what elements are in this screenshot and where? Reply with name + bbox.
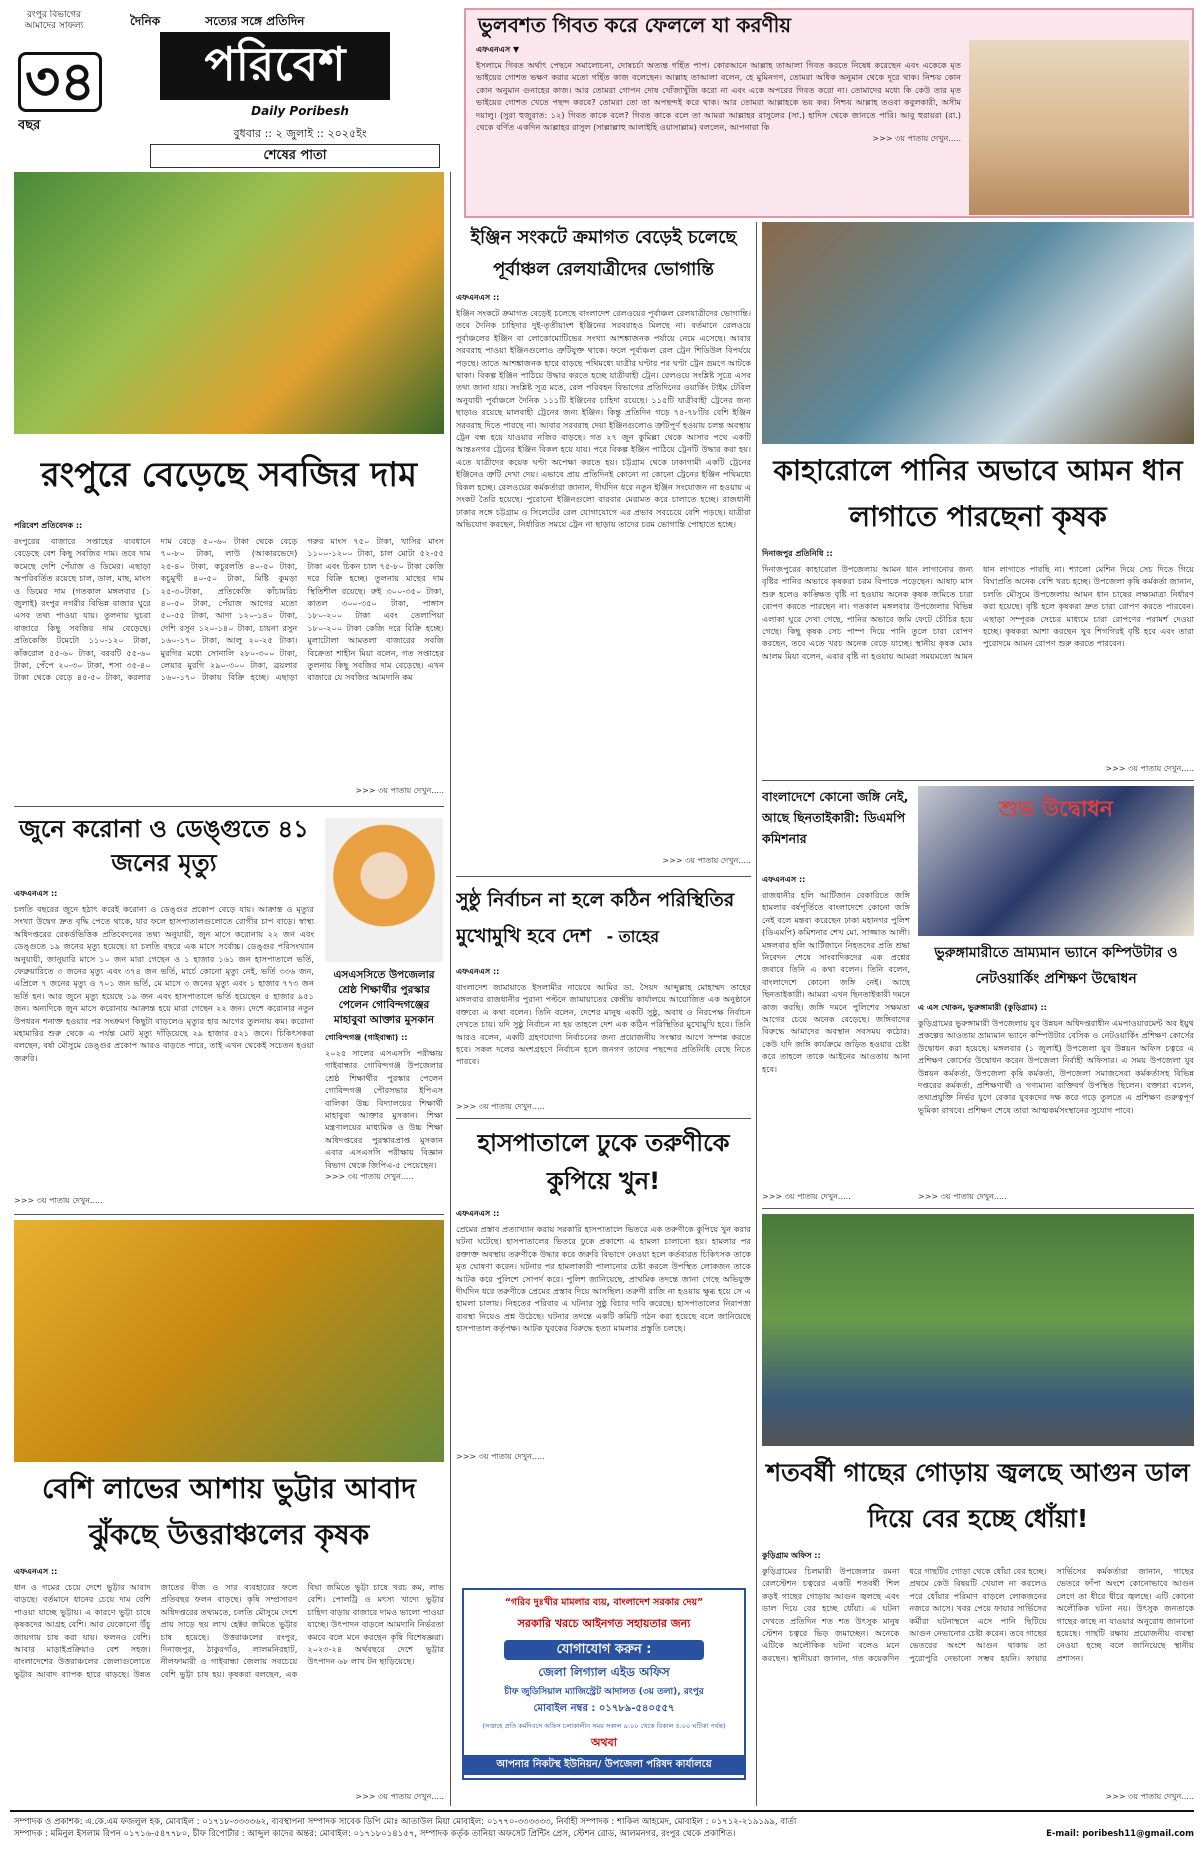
vegetable-more: >>> ৩য় পাতায় দেখুন..... — [355, 786, 444, 795]
rail-title: ইঞ্জিন সংকটে ক্রমাগত বেড়েই চলেছে পূর্বাঞ্চল রেলযাত্রীদের ভোগান্তি — [470, 227, 737, 280]
rail-article — [456, 292, 751, 872]
dmp-more: >>> ৩য় পাতায় দেখুন..... — [762, 1192, 851, 1201]
masthead-slogan: সত্যের সঙ্গে প্রতিদিন — [205, 14, 305, 28]
tree-more: >>> ৩য় পাতায় দেখুন..... — [1105, 1792, 1194, 1801]
rail-body: ইঞ্জিন সংকটে ক্রমাগত বেড়েই চলেছে বাংলাদেশ রেলওয়ের পূর্বাঞ্চল রেলযাত্রীদের ভোগান্তি। তবে দৈনিক চাহিদার দুই-তৃতীয়াংশ ইঞ্জিনের সরবরাহও মিলছে না। বর্তমানে রেলওয়ে পূর্বাঞ্চলের ইঞ্জিন বা লোকোমোটিভের সংখ্যা আশঙ্কাজনক পর্যায়ে নেমে এসেছে। আবার সরবরাহ পাওয়া ইঞ্জিনগুলোও ত্রুটিযুক্ত থাকে। ফলে পূর্বাঞ্চল রেল ট্রেন শিডিউল বিপর্যয়ে পড়ছে। তাতে আশঙ্কাজনক হারে বাড়ছে পথিমধ্যে যাত্রীর ঘণ্টার পর ঘণ্টা ট্রেন ভ্রমণে আটকে থাকা। বিকল্প ইঞ্জিন পাঠিয়ে উদ্ধার করতে হচ্ছে যাত্রীবাহী ট্রেন। রেলওয়ে সংশ্লিষ্ট সূত্রে এসব তথ্য জানা যায়। সংশ্লিষ্ট সূত্র মতে, রেল পরিবহন বিভাগের প্রতিদিনের ওয়ার্কিং টাইম টেবিল অনুযায়ী পূর্বাঞ্চলে দৈনিক ১১১টি ইঞ্জিনের চাহিদা রয়েছে। ১১৫টি যাত্রীবাহী ট্রেনের জন্য ছাড়াও রয়েছে মালবাহী ট্রেনের জন্য ইঞ্জিন। কিন্তু প্রতিদিন গড়ে ৭৫-৭৮টির বেশি ইঞ্জিন সরবরাহ দিতে পারছে না। আবার সরবরাহ দেয়া ইঞ্জিনগুলোও ত্রুটিপূর্ণ হওয়ায় চলন্ত অবস্থায় ট্রেন বন্ধ হয়ে যাওয়ার নজির বাড়ছে। গত ২৭ জুন কুমিল্লা থেকে আসার পথে একটি আন্তঃনগর ট্রেনের ইঞ্জিন বিকল হয়ে যায়। পরে বিকল্প ইঞ্জিন পাঠিয়ে ট্রেনটি উদ্ধার করা হয়। এতে যাত্রীদের কয়েক ঘণ্টা অপেক্ষা করতে হয়। চট্টগ্রাম থেকে ঢাকাগামী একটি ট্রেনের ইঞ্জিনেও ত্রুটি দেখা দেয়। এভাবে প্রায় প্রতিদিনই কোনো না কোনো ট্রেনের ইঞ্জিন পথিমধ্যে বিকল হচ্ছে। রেলওয়ের কর্মকর্তারা জানান, দীর্ঘদিন ধরে নতুন ইঞ্জিন সংযোজন না হওয়ায় এ সংকট তৈরি হয়েছে। পুরোনো ইঞ্জিনগুলো বারবার মেরামত করে চালাতে হচ্ছে। রাজধানী ঢাকার সঙ্গে চট্টগ্রাম ও সিলেটের রেল যোগাযোগে এর প্রভাব সবচেয়ে বেশি পড়ছে। যাত্রীরা অভিযোগ করছেন, নির্ধারিত সময়ে ট্রেন না ছাড়ায় তাদের চরম ভোগান্তি পোহাতে হচ্ছে। — [456, 308, 751, 529]
hospital-more: >>> ৩য় পাতায় দেখুন..... — [456, 1452, 545, 1461]
tree-body: কুড়িগ্রামের চিলমারী উপজেলার রমনা রেলস্টেশন চত্বরের একটি শতবর্ষী শিল কড়ই গাছের গোড়ায় আগুন জ্বলছে এবং ডাল দিয়ে বের হচ্ছে ধোঁয়া। এ ঘটনা দেখতে প্রতিদিন শত শত উৎসুক মানুষ স্টেশন চত্বরে ভিড় জমাচ্ছেন। অনেকে এটিকে অলৌকিক ঘটনা বলেও মনে করছেন। স্থানীয়রা জানান, গত কয়েকদিন ধরে গাছটির গোড়া থেকে ধোঁয়া বের হচ্ছে। প্রথমে কেউ বিষয়টি খেয়াল না করলেও পরে ধোঁয়ার পরিমাণ বাড়লে লোকজনের নজরে আসে। খবর পেয়ে ফায়ার সার্ভিসের কর্মীরা ঘটনাস্থলে এসে পানি ছিটিয়ে আগুন নেভানোর চেষ্টা করেন। তবে গাছের ভেতরের অংশে আগুন থাকায় তা পুরোপুরি নেভানো সম্ভব হয়নি। ফায়ার সার্ভিসের কর্মকর্তারা জানান, গাছের ভেতরে ফাঁপা অংশে কোনোভাবে আগুন লেগে তা ধীরে ধীরে জ্বলছে। এটি কোনো অলৌকিক ঘটনা নয়। উৎসুক জনতাকে গাছের কাছে না যাওয়ার অনুরোধ জানানো হয়েছে। গাছটি রক্ষায় প্রয়োজনীয় ব্যবস্থা নেওয়া হচ্ছে বলে জানিয়েছে স্থানীয় প্রশাসন। — [762, 1566, 1194, 1663]
kaharol-more: >>> ৩য় পাতায় দেখুন..... — [1105, 764, 1194, 773]
kaharol-title: কাহারোলে পানির অভাবে আমন ধান লাগাতে পারছেনা কৃষক — [773, 454, 1183, 533]
corn-image — [14, 1220, 444, 1462]
computer-more: >>> ৩য় পাতায় দেখুন..... — [918, 1192, 1007, 1201]
masthead-date: বুধবার :: ২ জুলাই :: ২০২৫ইং — [233, 127, 367, 140]
kaharol-byline: দিনাজপুর প্রতিনিধি :: — [762, 549, 833, 558]
hospital-title: হাসপাতালে ঢুকে তরুণীকে কুপিয়ে খুন! — [477, 1129, 730, 1195]
masthead-english: Daily Poribesh — [251, 104, 349, 118]
footer-line-2: সম্পাদক : মমিনুল ইসলাম রিপন ০১৭১৬-৫৪৭৭৮০, চীফ রিপোর্টার : আব্দুল কাদের অন্তর: মোবাইল: ০১৭১৮০১৪১৫৭, সম্পাদক কর্তৃক তানিয়া অফসেট প্রিন্টিং প্রেস, স্টেশন রোড, আলমনগর, রংপুর থেকে প্রকাশিত। — [14, 1829, 736, 1839]
islam-article-more: >>> ৩য় পাতায় দেখুন..... — [872, 134, 961, 144]
vegetable-body: রংপুরের বাজারে সপ্তাহের ব্যবধানে বেড়েছে বেশ কিছু সবজির দাম। তবে দাম কমেছে দেশি পেঁয়াজ ও ডিমের। এছাড়া অপরিবর্তিত রয়েছে চাল, ডাল, মাছ, মাংস ও ডিমের দাম (গতকাল মঙ্গলবার (১ জুলাই) রংপুর নগরীর বিভিন্ন বাজার ঘুরে এসব তথ্য পাওয়া যায়। তুলনায় ঘুচরা বাজারে কিছু সবজির দাম বেড়েছে। প্রতিকেজি টমেটো ১১০-১২০ টাকা, কাঁকরোল ৫৫-৬০ টাকা, বরবটি ৫৫-৬০ টাকা, পেঁপে ২০-৩০ টাকা, শসা ৩৫-৪০ টাকা থেকে বেড়ে ৪৫-৫০ টাকা, করলার দাম বেড়ে ৫০-৬০ টাকা থেকে বেড়ে ৭০-৮০ টাকা, লাউ (আকারভেদে) ২৫-৪০ টাকা, কচুরলতি ৪০-৫০ টাকা, কচুমুখী ৪০-৫০ টাকা, মিষ্টি কুমড়া ২৫-৩০টাকা, প্রতিকেজি কাঁচামরিচ ৪০-৫০ টাকা, পেঁয়াজ আগের মতো ৫০-৫৫ টাকা, আদা ১২০-১৪০ টাকা, দেশি রসুন ১২০-১৪০ টাকা, চায়না রসুন ১৬০-১৭০ টাকা, আলু ২০-২৫ টাকা। মুরগির মধ্যে সোনালি ২৮০-৩০০ টাকা, লেয়ার মুরগি ২৯০-৩০০ টাকা, ব্রয়লার ১৬০-১৭০ টাকায় বিক্রি হচ্ছে। এছাড়া গরুর মাংস ৭৫০ টাকা, খাসির মাংস ১১০০-১২০০ টাকা, চাল মোটা ৫২-৫৫ টাকা এবং চিকন চাল ৭৫-৮০ টাকা কেজি দরে বিক্রি হচ্ছে। তুলনায় মাছের দাম স্থিতিশীল রয়েছে। রুই ৩০০-৩৫০ টাকা, কাতল ৩০০-৩৫০ টাকা, পাঙ্গাস ১৮০-২০০ টাকা এবং তেলাপিয়া ১৮০-২০০ টাকা কেজি দরে বিক্রি হচ্ছে। মুলাটোলা আমতলা বাজারের সবজি বিক্রেতা শাহীন মিয়া বলেন, গত সপ্তাহের তুলনায় কিছু সবজির দাম বেড়েছে। এখন বাজারে যে সবজির আমদানি কম — [14, 536, 444, 683]
ad-slogan-1: “গরিব দুঃখীর মামলার ব্যয়, বাংলাদেশ সরকার দেয়” — [504, 1597, 704, 1608]
tree-article — [762, 1550, 1194, 1804]
irrigation-image — [762, 222, 1194, 444]
corona-body: চলতি বছরের জুনে হঠাৎ করেই করোনা ও ডেঙ্গুর প্রকোপ বেড়ে যায়। আক্রান্ত ও মৃত্যুর সংখ্যা উদ্বেগ দ্রুত বৃদ্ধি পেতে থাকে, যার ফলে হাসপাতালগুলোতে রোগীর চাপ বাড়ে। স্বাস্থ্য অধিদপ্তরের রেকর্ডভিত্তিক প্রতিবেদনের তথ্য অনুযায়ী, জুন মাসে করোনায় ২২ জন এবং ডেঙ্গুতে ১৯ জনের মৃত্যু হয়েছে। যা চলতি বছরে এক মাসে সর্বোচ্চ। ডেঙ্গুর পরিসংখ্যান অনুযায়ী, জানুয়ারি মাসে ১০ জন মারা গেছেন ও ১ হাজার ১৬১ জন হাসপাতালে ভর্তি, ফেব্রুয়ারিতে ৩ জনের মৃত্যু এবং ৩৭৪ জন ভর্তি, মার্চে কোনো মৃত্যু নেই, ভর্তি ৩৩৬ জন, এপ্রিলে ৭ জনের মৃত্যু ও ৭০১ জন ভর্তি, মে মাসে ৩ জনের মৃত্যু এবং ১ হাজার ৭৭৩ জন ভর্তি হন। আর জুনে মৃত্যু হয়েছে ১৯ জন এবং হাসপাতালে ভর্তি হয়েছেন ৫ হাজার ৯৫১ জন। অন্যদিকে জুন মাসে করোনায় আক্রান্ত হয়ে মারা গেছেন ২২ জন। দেশে করোনার নতুন উপধরন শনাক্ত হওয়ার পর সংক্রমণ কিছুটা বাড়লেও মৃত্যুর হার আগের তুলনায় কম। করোনা মহামারির শুরু থেকে এ পর্যন্ত মোট মৃত্যু দাঁড়িয়েছে ২৯ হাজার ৫২১ জনে। চিকিৎসকরা বলছেন, বর্ষা মৌসুমে ডেঙ্গুর প্রকোপ আরও বাড়তে পারে, তাই এখন থেকেই সচেতন হওয়া জরুরি। — [14, 904, 314, 1063]
islam-article-byline: এফএনএস ▼ — [476, 45, 520, 54]
kaharol-article — [762, 548, 1194, 776]
masthead-logo — [160, 32, 390, 100]
ad-union: আপনার নিকটস্থ ইউনিয়ন/ উপজেলা পরিষদ কার্যালয়ে — [464, 1755, 744, 1775]
ad-slogan-2: সরকারি খরচে আইনগত সহায়তার জন্য — [517, 1617, 691, 1630]
ad-or: অথবা — [591, 1736, 617, 1749]
computer-article — [918, 1002, 1194, 1204]
rail-more: >>> ৩য় পাতায় দেখুন..... — [662, 856, 751, 865]
masthead-dainik: দৈনিক — [130, 14, 161, 28]
award-article — [325, 968, 443, 1208]
ad-office: জেলা লিগ্যাল এইড অফিস — [538, 1665, 670, 1679]
islam-article-body: ইসলামে গিবত অর্থাৎ পেছনে সমালোচনা, দোষচর্চা অত্যন্ত গর্হিত পাপ। কোরআনে আল্লাহ তাআলা গিবত করতে নিষেধ করেছেন এবং একেকে মৃত ভাইয়ের গোশত ভক্ষণ করার মতো গর্হিত কাজ বলেছেন। আল্লাহ তাআলা বলেন, হে মুমিনগণ, তোমরা অধিক অনুমান থেকে দূরে থাক। নিশ্চয় কোন কোন অনুমান গুনাহের কাজ। আর তোমরা গোপন দোষ খোঁজাখুঁজি করো না এবং একে অপরের গিবত করো না। তোমাদের মধ্যে কি কেউ তার মৃত ভাইয়ের গোশত খেতে পছন্দ করবে? তোমরা তো তা অপছন্দই করে থাক। আর তোমরা আল্লাহকে ভয় কর। নিশ্চয় আল্লাহ তওবা কবুলকারী, অসীম দয়ালু। (সুরা হুজুরাত: ১২) গিবত কাকে বলে? গিবত কাকে বলে তা আমরা আল্লাহর রাসুলের (সা.) হাদিস থেকে জানতে পারি। আবু হুরায়রা (রা.) থেকে বর্ণিত একদিন আল্লাহর রাসুল (সাল্লাল্লাহু আলাইহি ওয়াসাল্লাম) বললেন, আপনারা কি — [476, 60, 961, 133]
corn-body: ধান ও গমের চেয়ে দেশে ভুট্টার আবাদ বাড়ছে। বর্তমানে ধানের চেয়ে দাম বেশি পাওয়া যাচ্ছে ভুট্টায়। এ কারণে ভুট্টা চাষে কৃষকদের আগ্রহ বেশি। আর যেকোনো উঁচু জায়গায় চাষ করা যায়। ফলনও বেশি। আবার মাড়াইপ্রক্রিয়াও বেশ সহজ। বাংলাদেশের উত্তরাঞ্চলের জেলাগুলোতে ভুট্টার আবাদ ব্যাপক হারে বাড়ছে। উন্নত জাতের বীজ ও সার ব্যবহারের ফলে প্রতিবছর ফলন বাড়ছে। কৃষি সম্প্রসারণ অধিদপ্তরের তথ্যমতে, চলতি মৌসুমে দেশে প্রায় সাড়ে ছয় লাখ হেক্টর জমিতে ভুট্টার চাষ হয়েছে। উত্তরাঞ্চলের রংপুর, দিনাজপুর, ঠাকুরগাঁও, লালমনিরহাট, নীলফামারী ও গাইবান্ধা জেলায় সবচেয়ে বেশি ভুট্টা চাষ হয়। কৃষকরা বলছেন, এক বিঘা জমিতে ভুট্টা চাষে খরচ কম, লাভ বেশি। পোলট্রি ও মৎস্য খাদ্যে ভুট্টার চাহিদা বাড়ায় বাজারে দামও ভালো পাওয়া যাচ্ছে। উৎপাদন বাড়লে আমদানি নির্ভরতা কমবে বলে মনে করছেন কৃষি বিশেষজ্ঞরা। ২০২৩-২৪ অর্থবছরে দেশে ভুট্টার উৎপাদন ৬৮ লাখ টন ছাড়িয়েছে। — [14, 1582, 444, 1679]
election-title: সুষ্ঠু নির্বাচন না হলে কঠিন পরিস্থিতির মুখোমুখি হবে দেশ - তাহের — [456, 889, 735, 947]
corn-title: বেশি লাভের আশায় ভুট্টার আবাদ ঝুঁকছে উত্তরাঞ্চলের কৃষক — [42, 1472, 416, 1551]
award-body: ২০২৫ সালের এসএসসি পরীক্ষায় গাইবান্ধার গোবিন্দগঞ্জ উপজেলার শ্রেষ্ঠ শিক্ষার্থীর পুরস্কার পেলেন গোবিন্দগঞ্জ পৌরসভার ইপিএস বালিকা উচ্চ বিদ্যালয়ের শিক্ষার্থী মাহাবুবা আক্তার মুসকান। শিক্ষা মন্ত্রণালয়ের মাধ্যমিক ও উচ্চ শিক্ষা অধিদপ্তরের পুরস্কারপ্রাপ্ত মুসকান এবার এসএসসি পরীক্ষায় বিজ্ঞান বিভাগ থেকে জিপিএ-৫ পেয়েছেন। — [325, 1048, 443, 1170]
vegetable-article — [14, 520, 444, 802]
anniversary-badge — [18, 52, 114, 138]
ad-contact: যোগাযোগ করুন : — [504, 1640, 704, 1660]
event-image — [918, 786, 1194, 936]
footer-email: E-mail: poribesh11@gmail.com — [1046, 1829, 1194, 1839]
award-more: >>> ৩য় পাতায় দেখুন..... — [325, 1172, 414, 1182]
election-more: >>> ৩য় পাতায় দেখুন..... — [456, 1102, 545, 1111]
corona-more: >>> ৩য় পাতায় দেখুন..... — [14, 1196, 103, 1205]
dmp-title: বাংলাদেশে কোনো জঙ্গি নেই, আছে ছিনতাইকারী: ডিএমপি কমিশনার — [762, 789, 909, 846]
tree-byline: কুড়িগ্রাম অফিস :: — [762, 1551, 821, 1560]
desert-image — [969, 40, 1189, 215]
election-byline: এফএনএস :: — [456, 967, 500, 976]
dmp-byline: এফএনএস :: — [762, 875, 806, 884]
ad-office-address: চীফ জুডিসিয়াল ম্যাজিস্ট্রেট আদালত (৩য় তলা), রংপুর — [504, 1687, 704, 1697]
islam-article-title: ভুলবশত গিবত করে ফেললে যা করণীয় — [478, 13, 792, 37]
footer-line-1: সম্পাদক ও প্রকাশক: এ.কে.এম ফজলুল হক, মোবাইল : ০১৭১৮-৩৩৩৩৬২, ব্যবস্থাপনা সম্পাদক সাবেক ডিপি মোঃ আতাউল মিয়া মোবাইল: ০১৭৭০-৩৩৩৩৩৩, নির্বাহী সম্পাদক : শাকিল আহমেদ, মোবাইল : ০১৭১২-২১৯১৯৯, বার্তা — [14, 1817, 797, 1827]
corn-article — [14, 1566, 444, 1804]
vegetable-title: রংপুরে বেড়েছে সবজির দাম — [40, 455, 418, 495]
footer — [14, 1816, 1194, 1858]
tree-title: শতবর্ষী গাছের গোড়ায় জ্বলছে আগুন ডাল দিয়ে বের হচ্ছে ধোঁয়া! — [766, 1458, 1190, 1533]
dmp-article — [762, 874, 910, 1204]
event-banner-text: শুভ উদ্বোধন — [999, 797, 1113, 822]
masthead-slogan-row — [130, 10, 430, 32]
hospital-body: প্রেমের প্রস্তাব প্রত্যাখ্যান করায় সরকারি হাসপাতালে ভিতরে এক তরুণীকে কুপিয়ে খুন করার ঘটনা ঘটেছে। হাসপাতালের ভিতরে ঢুকে প্রকাশ্যে এ হামলা চালানো হয়। হামলার পর রক্তাক্ত অবস্থায় তরুণীকে উদ্ধার করে জরুরি বিভাগে নেওয়া হলে কর্তব্যরত চিকিৎসক তাকে মৃত ঘোষণা করেন। ঘটনার পর হামলাকারী পালানোর চেষ্টা করলে উপস্থিত লোকজন তাকে আটক করে পুলিশে সোপর্দ করে। পুলিশ জানিয়েছে, প্রাথমিক তদন্তে জানা গেছে অভিযুক্ত দীর্ঘদিন ধরে তরুণীকে প্রেমের প্রস্তাব দিয়ে আসছিল। তরুণী রাজি না হওয়ায় ক্ষুব্ধ হয়ে সে এ হামলা চালায়। নিহতের পরিবার এ ঘটনার সুষ্ঠু বিচার দাবি করেছে। হাসপাতালের নিরাপত্তা ব্যবস্থা নিয়েও প্রশ্ন উঠেছে। ঘটনার তদন্তে একটি কমিটি গঠন করা হয়েছে বলে জানিয়েছে হাসপাতাল কর্তৃপক্ষ। আটক যুবকের বিরুদ্ধে হত্যা মামলার প্রস্তুতি চলছে। — [456, 1224, 751, 1334]
section-label: শেষের পাতা — [150, 144, 440, 168]
hospital-article — [456, 1208, 751, 1464]
masthead-logo-text: পরিবেশ — [204, 37, 346, 91]
election-attribution: - তাহের — [606, 927, 660, 946]
anniversary-number: ৩৪ — [18, 52, 102, 112]
award-title: এসএসসিতে উপজেলার শ্রেষ্ঠ শিক্ষার্থীর পুরস্কার পেলেন গোবিন্দগঞ্জের মাহাবুবা আক্তার মুসকান — [333, 969, 435, 1026]
ad-mobile: মোবাইল নম্বর : ০১৭৮৯-৫৪০৫৫৭ — [533, 1703, 675, 1714]
vegetable-byline: পরিবেশ প্রতিবেদক :: — [14, 521, 83, 530]
award-byline: গোবিন্দগঞ্জ (গাইবান্ধা) :: — [325, 1033, 408, 1042]
tree-image — [762, 1214, 1194, 1446]
legal-aid-ad — [462, 1588, 746, 1780]
anniversary-word: বছর — [18, 118, 41, 133]
computer-byline: এ এস খোকন, ভুরুঙ্গামারী (কুড়িগ্রাম) :: — [918, 1003, 1047, 1012]
masthead-tagline: রংপুর বিভাগের আমাদের সাফল্য — [24, 10, 84, 31]
islam-article-box — [464, 8, 1194, 218]
vegetable-image — [14, 172, 444, 434]
rail-byline: এফএনএস :: — [456, 293, 500, 302]
election-article — [456, 966, 751, 1114]
corona-byline: এফএনএস :: — [14, 889, 58, 898]
corona-article — [14, 888, 314, 1210]
computer-body: কুড়িগ্রামের ভুরুঙ্গামারী উপজেলায় যুব উন্নয়ন অধিদপ্তরাধীন এমপাওয়ারমেন্ট অব ইয়ুথ প্রকল্পের আওতায় ভ্রাম্যমান ভ্যানে কম্পিউটার বেসিক ও নেটওয়ার্কিং প্রশিক্ষণ কোর্সের উদ্বোধন করা হয়েছে। মঙ্গলবার (১ জুলাই) উপজেলা যুব উন্নয়ন অফিস চত্বরে এ প্রশিক্ষণ কোর্সের উদ্বোধন করেন উপজেলা নির্বাহী অফিসার। এ সময় উপজেলা যুব উন্নয়ন কর্মকর্তা, উপজেলা কৃষি কর্মকর্তা, উপজেলা সমাজসেবা কর্মকর্তাসহ বিভিন্ন দপ্তরের কর্মকর্তা, প্রশিক্ষণার্থী ও গণ্যমান্য ব্যক্তিবর্গ উপস্থিত ছিলেন। বক্তারা বলেন, তথ্যপ্রযুক্তি নির্ভর যুগে বেকার যুবকদের দক্ষ করে গড়ে তুলতে এ প্রশিক্ষণ গুরুত্বপূর্ণ ভূমিকা রাখবে। প্রশিক্ষণ শেষে তারা আত্মকর্মসংস্থানের সুযোগ পাবে। — [918, 1018, 1194, 1115]
kaharol-body: দিনাজপুরের কাহারোল উপজেলায় আমন ধান লাগানোর জন্য বৃষ্টির পানির অভাবে কৃষকরা চরম বিপাকে পড়েছেন। আষাঢ় মাস শুরু হলেও কাঙ্ক্ষিত বৃষ্টি না হওয়ায় অনেক কৃষক জমিতে চারা রোপণ করতে পারছেন না। গতকাল মঙ্গলবার উপজেলার বিভিন্ন এলাকা ঘুরে দেখা গেছে, পানির অভাবে জমি ফেটে চৌচির হয়ে গেছে। কিছু কৃষক সেচ পাম্প দিয়ে পানি তুলে চারা রোপণ করছেন, তবে এতে খরচ অনেক বেড়ে যাচ্ছে। স্থানীয় কৃষক মোঃ আলম মিয়া বলেন, এবার বৃষ্টি না হওয়ায় আমরা সময়মতো আমন ধান লাগাতে পারছি না। শ্যালো মেশিন দিয়ে সেচ দিতে গিয়ে বিঘাপ্রতি অনেক বেশি খরচ হচ্ছে। উপজেলা কৃষি কর্মকর্তা জানান, চলতি মৌসুমে উপজেলায় আমন ধান চাষের লক্ষ্যমাত্রা নির্ধারণ করা হয়েছে। বৃষ্টি হলে কৃষকরা দ্রুত চারা রোপণ করতে পারবেন। এছাড়া সম্পূরক সেচের মাধ্যমে চারা রোপণের পরামর্শ দেওয়া হচ্ছে। কৃষকরা আশা করছেন খুব শিগগিরই বৃষ্টি হবে এবং তারা পুরোদমে আমন রোপণ শুরু করতে পারবেন। — [762, 564, 1194, 661]
election-body: বাংলাদেশ জামায়াতে ইসলামীর নায়েবে আমির ডা. সৈয়দ আব্দুল্লাহ মোহাম্মদ তাহের মঙ্গলবার রাজধানীর পুরানা পল্টনে জামায়াতের কেন্দ্রীয় কার্যালয়ে আয়োজিত এক অনুষ্ঠানে বক্তব্যে এ কথা বলেন। তিনি বলেন, দেশের মানুষ একটি সুষ্ঠু, অবাধ ও নিরপেক্ষ নির্বাচন দেখতে চায়। যদি সুষ্ঠু নির্বাচন না হয় তাহলে দেশ এক কঠিন পরিস্থিতির মুখোমুখি হবে। তিনি আরও বলেন, একটি গ্রহণযোগ্য নির্বাচনের জন্য প্রয়োজনীয় সংস্কার আগে সম্পন্ন করতে হবে। সকল দলের অংশগ্রহণে নির্বাচন হলে জনগণ তাদের পছন্দের প্রতিনিধি বেছে নিতে পারবে। — [456, 982, 751, 1067]
award-portrait — [325, 818, 443, 962]
dmp-body: রাজধানীর হলি আর্টিজান বেকারিতে জঙ্গি হামলার বর্ষপূর্তিতে বাংলাদেশে কোনো জঙ্গি নেই বলে মন্তব্য করেছেন ঢাকা মহানগর পুলিশ (ডিএমপি) কমিশনার শেখ মো. সাজ্জাত আলী। মঙ্গলবার হলি আর্টিজানে নিহতদের প্রতি শ্রদ্ধা নিবেদন শেষে সাংবাদিকদের এক প্রশ্নের জবাবে তিনি এ কথা বলেন। তিনি বলেন, বাংলাদেশে কোনো জঙ্গি নেই। আছে ছিনতাইকারী। আমরা এখন ছিনতাইকারী দমনে কাজ করছি। জঙ্গি দমনে পুলিশের সক্ষমতা আগের চেয়ে অনেক বেড়েছে। জঙ্গিবাদের বিরুদ্ধে আমাদের অবস্থান সবসময় কঠোর। কেউ যদি জঙ্গি কার্যক্রমে জড়িত হওয়ার চেষ্টা করে তাহলে তাকে আইনের আওতায় আনা হবে। — [762, 890, 910, 1074]
corn-more: >>> ৩য় পাতায় দেখুন..... — [355, 1792, 444, 1801]
hospital-byline: এফএনএস :: — [456, 1209, 500, 1218]
ad-note: (সপ্তাহে প্রতি কর্মদিবসে অফিস চলাকালীন সময় সকাল ৯:০০ থেকে বিকাল ৫:০০ ঘটিকা পর্যন্ত) — [482, 1722, 726, 1730]
corn-byline: এফএনএস :: — [14, 1567, 58, 1576]
computer-title: ভুরুঙ্গামারীতে ভ্রাম্যমান ভ্যানে কম্পিউটার ও নেটওয়ার্কিং প্রশিক্ষণ উদ্বোধন — [934, 945, 1178, 987]
corona-title: জুনে করোনা ও ডেঙ্গুতে ৪১ জনের মৃত্যু — [19, 815, 309, 877]
